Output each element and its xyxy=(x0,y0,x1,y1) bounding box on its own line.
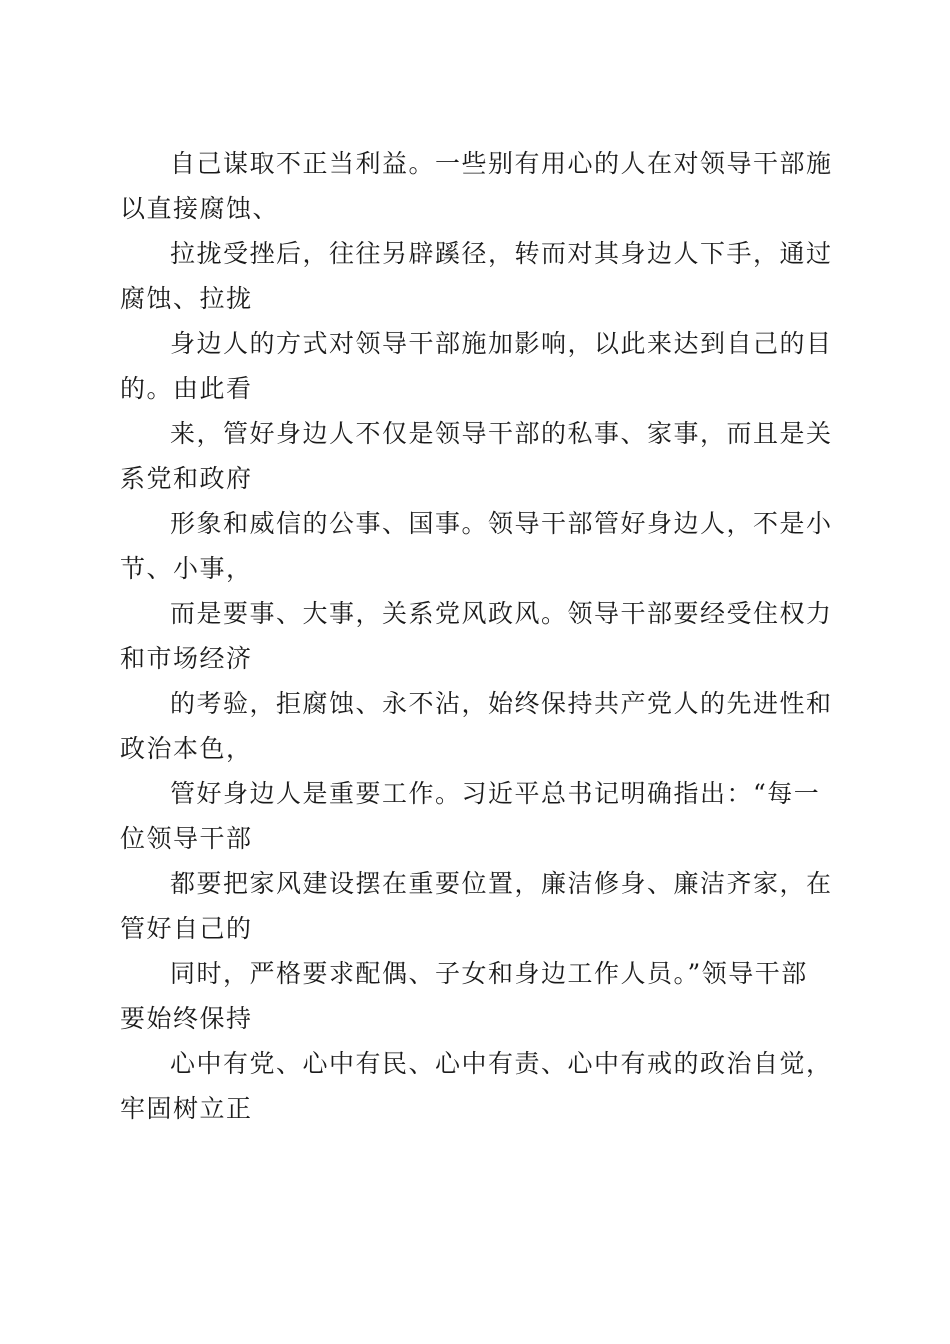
paragraph-line-first: 管好身边人是重要工作。习近平总书记明确指出：“每一 xyxy=(170,779,821,808)
paragraph-line-first: 同时，严格要求配偶、子女和身边工作人员。”领导干部 xyxy=(170,959,808,988)
paragraph xyxy=(120,502,833,592)
paragraph-line-continuation: 节、小事， xyxy=(120,554,253,583)
paragraph xyxy=(120,862,833,952)
paragraph-line-continuation: 的。由此看 xyxy=(120,374,253,403)
paragraph-line-continuation: 系党和政府 xyxy=(120,464,253,493)
paragraph xyxy=(120,682,833,772)
paragraph-line-first: 的考验，拒腐蚀、永不沾，始终保持共产党人的先进性和 xyxy=(170,689,833,718)
paragraph-line-first: 都要把家风建设摆在重要位置，廉洁修身、廉洁齐家，在 xyxy=(170,869,833,898)
paragraph-line-first: 身边人的方式对领导干部施加影响，以此来达到自己的目 xyxy=(170,329,833,358)
paragraph xyxy=(120,232,833,322)
document-body xyxy=(120,142,833,1132)
paragraph xyxy=(120,322,833,412)
paragraph-line-continuation: 牢固树立正 xyxy=(120,1094,253,1123)
paragraph-line-first: 形象和威信的公事、国事。领导干部管好身边人，不是小 xyxy=(170,509,833,538)
paragraph-line-continuation: 政治本色， xyxy=(120,734,253,763)
paragraph-line-first: 拉拢受挫后，往往另辟蹊径，转而对其身边人下手，通过 xyxy=(170,239,833,268)
paragraph-line-first: 心中有党、心中有民、心中有责、心中有戒的政治自觉， xyxy=(170,1049,833,1078)
paragraph-line-continuation: 要始终保持 xyxy=(120,1004,253,1033)
paragraph xyxy=(120,772,830,862)
paragraph-line-first: 自己谋取不正当利益。一些别有用心的人在对领导干部施 xyxy=(170,149,833,178)
paragraph xyxy=(120,412,833,502)
paragraph xyxy=(120,592,833,682)
paragraph xyxy=(120,142,833,232)
paragraph xyxy=(120,1042,833,1132)
paragraph-line-continuation: 和市场经济 xyxy=(120,644,253,673)
paragraph-line-continuation: 位领导干部 xyxy=(120,824,253,853)
paragraph-line-first: 而是要事、大事，关系党风政风。领导干部要经受住权力 xyxy=(170,599,833,628)
paragraph-line-first: 来，管好身边人不仅是领导干部的私事、家事，而且是关 xyxy=(170,419,833,448)
paragraph-line-continuation: 以直接腐蚀、 xyxy=(120,194,280,223)
paragraph xyxy=(120,952,830,1042)
paragraph-line-continuation: 管好自己的 xyxy=(120,914,253,943)
paragraph-line-continuation: 腐蚀、拉拢 xyxy=(120,284,253,313)
